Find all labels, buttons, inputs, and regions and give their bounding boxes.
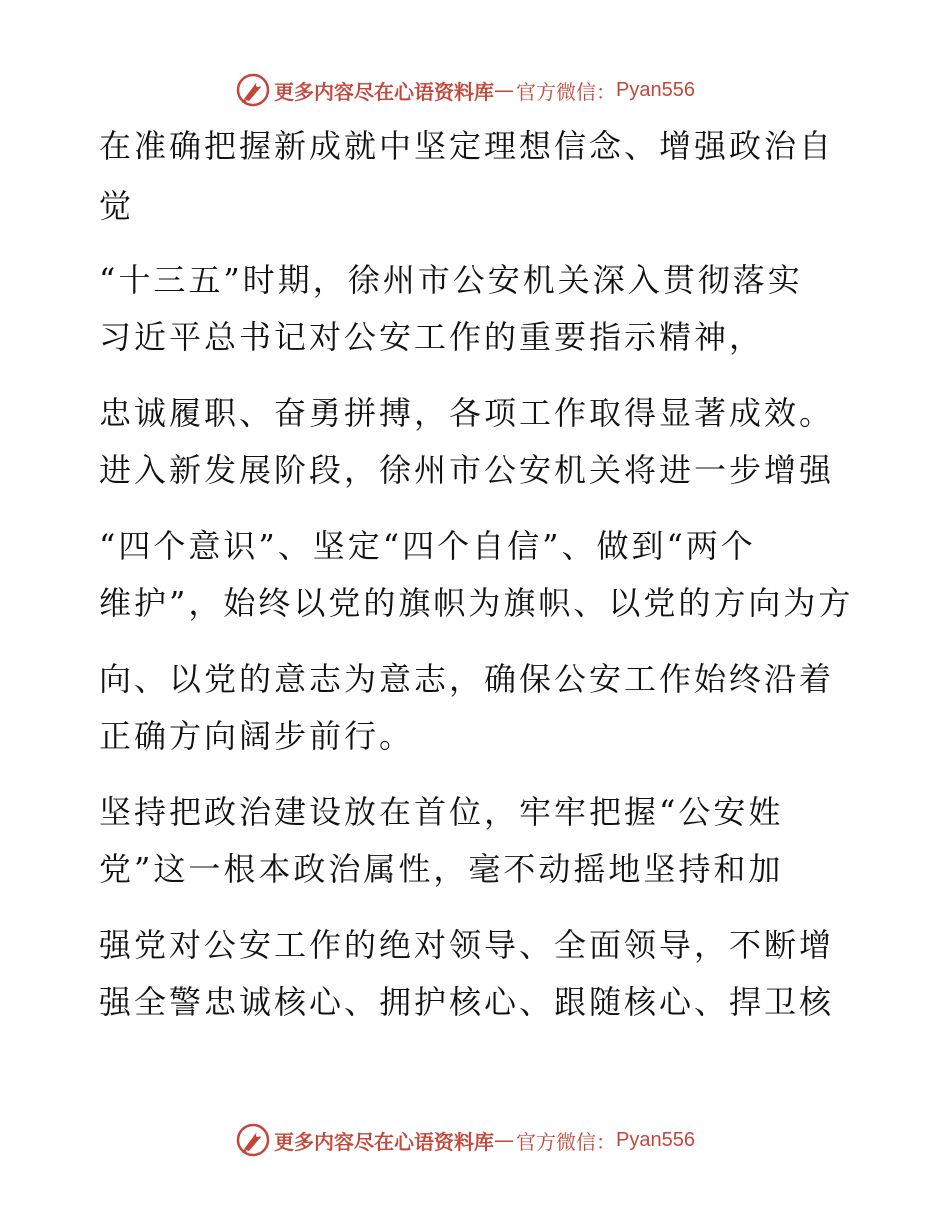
body-line: 正确方向阔步前行。 (99, 717, 415, 755)
body-line: 向、以党的意志为意志，确保公安工作始终沿着 (99, 660, 835, 698)
body-line: 忠诚履职、奋勇拼搏，各项工作取得显著成效。 (99, 394, 835, 432)
body-line: “四个意识”、坚定“四个自信”、做到“两个 (99, 527, 756, 565)
pen-logo-icon (236, 73, 270, 107)
banner-wechat-label: 官方微信： (516, 1129, 616, 1154)
banner-dash: — (494, 78, 514, 102)
footer-banner (236, 1120, 695, 1160)
body-line: 觉 (99, 187, 135, 225)
pen-logo-icon (236, 1123, 270, 1157)
banner-wechat-id: Pyan556 (616, 78, 695, 101)
banner-wechat-label: 官方微信： (516, 79, 616, 104)
body-line: 强党对公安工作的绝对领导、全面领导，不断增 (99, 926, 835, 964)
header-banner (236, 70, 695, 110)
banner-title: 更多内容尽在心语资料库 (274, 79, 494, 104)
body-line: 坚持把政治建设放在首位，牢牢把握“公安姓 (99, 793, 784, 831)
body-line: 习近平总书记对公安工作的重要指示精神， (99, 318, 765, 356)
banner-title: 更多内容尽在心语资料库 (274, 1129, 494, 1154)
body-line: 在准确把握新成就中坚定理想信念、增强政治自 (99, 127, 835, 165)
body-line: 进入新发展阶段，徐州市公安机关将进一步增强 (99, 451, 835, 489)
banner-wechat-id: Pyan556 (616, 1128, 695, 1151)
body-line: 党”这一根本政治属性，毫不动摇地坚持和加 (99, 850, 784, 888)
body-line: 维护”，始终以党的旗帜为旗帜、以党的方向为方 (99, 584, 854, 622)
body-line: 强全警忠诚核心、拥护核心、跟随核心、捍卫核 (99, 983, 835, 1021)
banner-dash: — (494, 1128, 514, 1152)
body-line: “十三五”时期，徐州市公安机关深入贯彻落实 (99, 261, 803, 299)
